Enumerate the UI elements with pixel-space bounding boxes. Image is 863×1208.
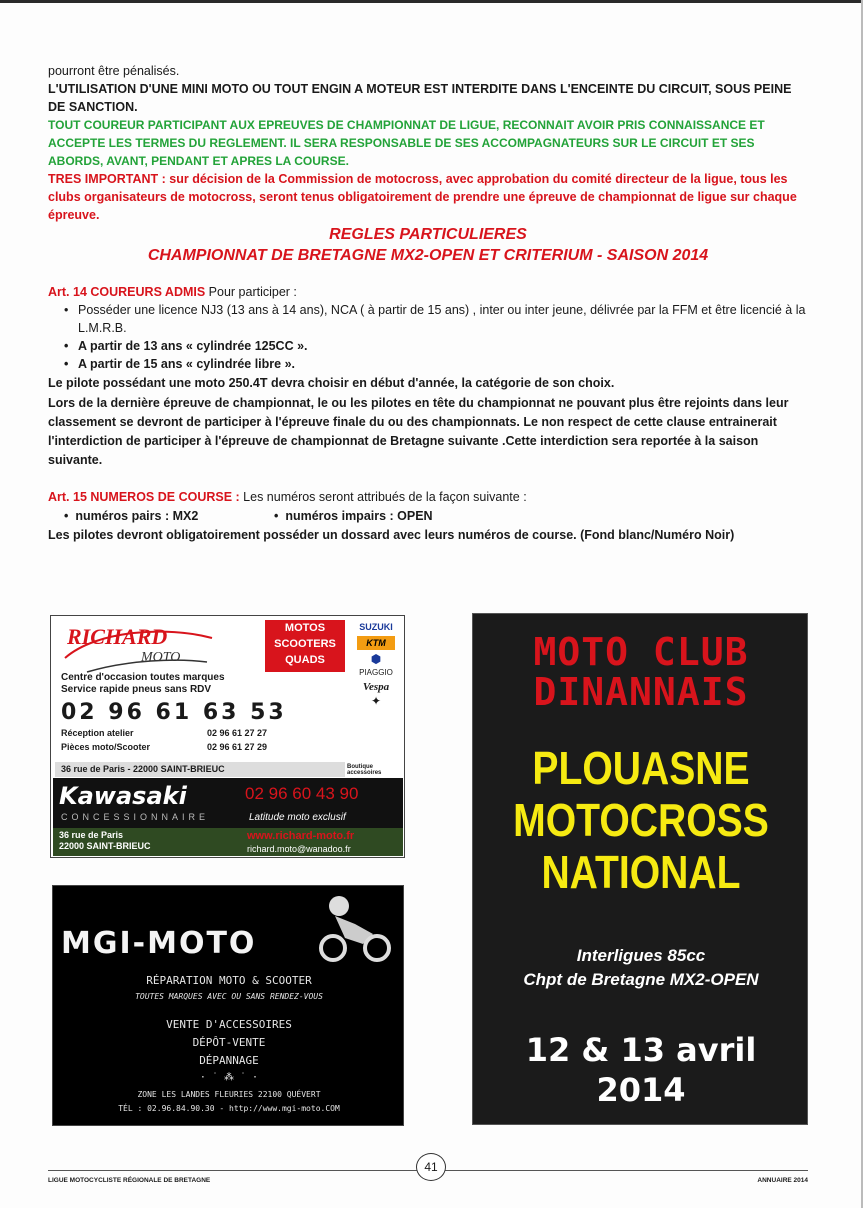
reception-phone: 02 96 61 27 27 [207, 728, 268, 738]
moto-club-name [473, 632, 808, 712]
art14-heading: Art. 14 COUREURS ADMIS [48, 285, 206, 299]
moto-club-poster [472, 613, 808, 1125]
footer-league-name: LIGUE MOTOCYCLISTE RÉGIONALE DE BRETAGNE [48, 1177, 211, 1184]
art15-heading-line [48, 488, 808, 506]
richard-main-phone: 02 96 61 63 53 [61, 700, 287, 725]
date-line: 2014 [596, 1071, 686, 1109]
club-line: DINANNAIS [533, 670, 749, 714]
kawasaki-phone: 02 96 60 43 90 [245, 784, 359, 803]
event-date [473, 1030, 808, 1110]
category-line: Interligues 85cc [576, 946, 706, 965]
art15-heading: Art. 15 NUMEROS DE COURSE : [48, 490, 240, 504]
art14-paragraph-2: Lors de la dernière épreuve de championnat, le ou les pilotes en tête du championnat ne pouvant plus être rejoints dans leur classement se devront de participer à l'épreuve finale du ou des championnats. Le non respect de cette clause entrainerait l'interdiction de participer à l'épreuve de championnat de Bretagne suivante .Cette interdiction sera reportée à la saison suivante. [48, 396, 789, 467]
mgi-decoration-icon: · ˙ ⁂ ˙ · [199, 1072, 259, 1083]
concessionnaire-label: CONCESSIONNAIRE [61, 812, 210, 822]
art15-intro: Les numéros seront attribués de la façon suivante : [239, 490, 527, 504]
reception-label: Réception atelier [61, 728, 134, 738]
richard-website-link: www.richard-moto.fr [247, 830, 355, 842]
page-number: 41 [416, 1153, 446, 1181]
richard-logo-text: RICHARD [67, 624, 168, 649]
brand-emblem-icon: ✦ [370, 694, 382, 708]
list-item: • A partir de 13 ans « cylindrée 125CC ». [78, 337, 808, 355]
mgi-line-repair: RÉPARATION MOTO & SCOOTER [146, 974, 312, 987]
mgi-moto-title: MGI-MOTO [61, 926, 257, 961]
mgi-line-brands: TOUTES MARQUES AVEC OU SANS RENDEZ-VOUS [135, 992, 323, 1001]
richard-moto-logo [57, 620, 217, 676]
richard-email: richard.moto@wanadoo.fr [247, 844, 351, 854]
event-line: MOTOCROSS [513, 794, 769, 846]
badge-line: SCOOTERS [274, 638, 336, 650]
participant-notice: TOUT COUREUR PARTICIPANT AUX EPREUVES DE CHAMPIONNAT DE LIGUE, RECONNAIT AVOIR PRIS CONNAISSANCE ET ACCEPTE LES TERMES DU REGLEMENT. IL SERA RESPONSABLE DE SES ACCOMPAGNATEURS SUR LE CIRCUIT ET SES ABORDS, AVANT, PENDANT ET APRES LA COURSE. [48, 118, 765, 168]
motorcycle-rider-icon [315, 894, 395, 964]
section-title: REGLES PARTICULIERES [329, 226, 527, 243]
pieces-label: Pièces moto/Scooter [61, 742, 151, 752]
kawasaki-logo: Kawasaki [59, 782, 187, 810]
art14-paragraph-1: Le pilote possédant une moto 250.4T devra choisir en début d'année, la catégorie de son choix. [48, 376, 615, 390]
richard-line-2: Service rapide pneus sans RDV [61, 684, 212, 695]
event-line: NATIONAL [541, 846, 741, 898]
footer-annuaire: ANNUAIRE 2014 [757, 1177, 808, 1184]
richard-address-bar: 36 rue de Paris - 22000 SAINT-BRIEUC [55, 762, 345, 777]
category-line: Chpt de Bretagne MX2-OPEN [523, 970, 759, 989]
odd-numbers-text: numéros impairs : OPEN [285, 509, 433, 523]
boutique-label: Boutique accessoires [347, 764, 382, 776]
mgi-line-depannage: DÉPANNAGE [199, 1054, 259, 1067]
mgi-address: ZONE LES LANDES FLEURIES 22100 QUÉVERT [137, 1090, 321, 1099]
richard-moto-ad [50, 615, 405, 858]
address-line: 36 rue de Paris [59, 830, 124, 840]
badge-line: QUADS [285, 654, 325, 666]
badge-line: MOTOS [284, 622, 326, 634]
odd-numbers: • numéros impairs : OPEN [274, 509, 433, 523]
date-line: 12 & 13 avril [525, 1031, 757, 1069]
mgi-moto-ad [52, 885, 404, 1126]
important-notice: TRES IMPORTANT : sur décision de la Commission de motocross, avec approbation du comité directeur de la ligue, tous les clubs organisateurs de motocross, seront tenus obligatoirement de prendre une épreuve de championnat de ligue sur chaque épreuve. [48, 172, 797, 222]
address-line: 22000 SAINT-BRIEUC [59, 841, 151, 851]
richard-category-badge [265, 620, 345, 672]
event-title [498, 742, 784, 898]
kawasaki-banner [53, 778, 403, 856]
richard-line-1: Centre d'occasion toutes marques [61, 672, 225, 683]
event-line: PLOUASNE [532, 742, 750, 794]
vespa-logo: Vespa [362, 681, 390, 693]
art14-heading-line [48, 283, 808, 301]
ktm-logo: KTM [357, 636, 395, 650]
kawasaki-address [59, 830, 151, 852]
mgi-line-accessories: VENTE D'ACCESSOIRES [166, 1018, 292, 1031]
list-item: • Posséder une licence NJ3 (13 ans à 14 ans), NCA ( à partir de 15 ans) , inter ou inter jeune, délivrée par la FFM et être licencié à la L.M.R.B. [78, 301, 808, 337]
event-categories [473, 944, 808, 992]
art15-paragraph: Les pilotes devront obligatoirement posséder un dossard avec leurs numéros de course. (Fond blanc/Numéro Noir) [48, 528, 735, 542]
art14-list [48, 301, 808, 373]
club-line: MOTO CLUB [533, 630, 749, 674]
latitude-label: Latitude moto exclusif [249, 812, 346, 823]
pieces-phone: 02 96 61 27 29 [207, 742, 268, 752]
mgi-line-depot: DÉPÔT-VENTE [192, 1036, 266, 1049]
brand-logos [351, 620, 401, 760]
even-numbers-text: numéros pairs : MX2 [75, 509, 199, 523]
top-border [0, 0, 863, 3]
even-numbers: • numéros pairs : MX2 [64, 509, 199, 523]
piaggio-icon: ⬢ [370, 652, 382, 666]
section-subtitle: CHAMPIONNAT DE BRETAGNE MX2-OPEN ET CRITERIUM - SAISON 2014 [147, 247, 709, 264]
art14-intro: Pour participer : [205, 285, 297, 299]
list-item: • A partir de 15 ans « cylindrée libre ». [78, 355, 808, 373]
piaggio-logo: PIAGGIO [359, 668, 393, 677]
suzuki-logo: SUZUKI [359, 622, 393, 632]
moto-logo-text: MOTO [141, 650, 181, 665]
mgi-contact: TÉL : 02.96.84.90.30 - http://www.mgi-moto.COM [118, 1104, 340, 1113]
intro-line: pourront être pénalisés. [48, 64, 180, 78]
mini-moto-warning: L'UTILISATION D'UNE MINI MOTO OU TOUT ENGIN A MOTEUR EST INTERDITE DANS L'ENCEINTE DU CIRCUIT, SOUS PEINE DE SANCTION. [48, 82, 792, 114]
